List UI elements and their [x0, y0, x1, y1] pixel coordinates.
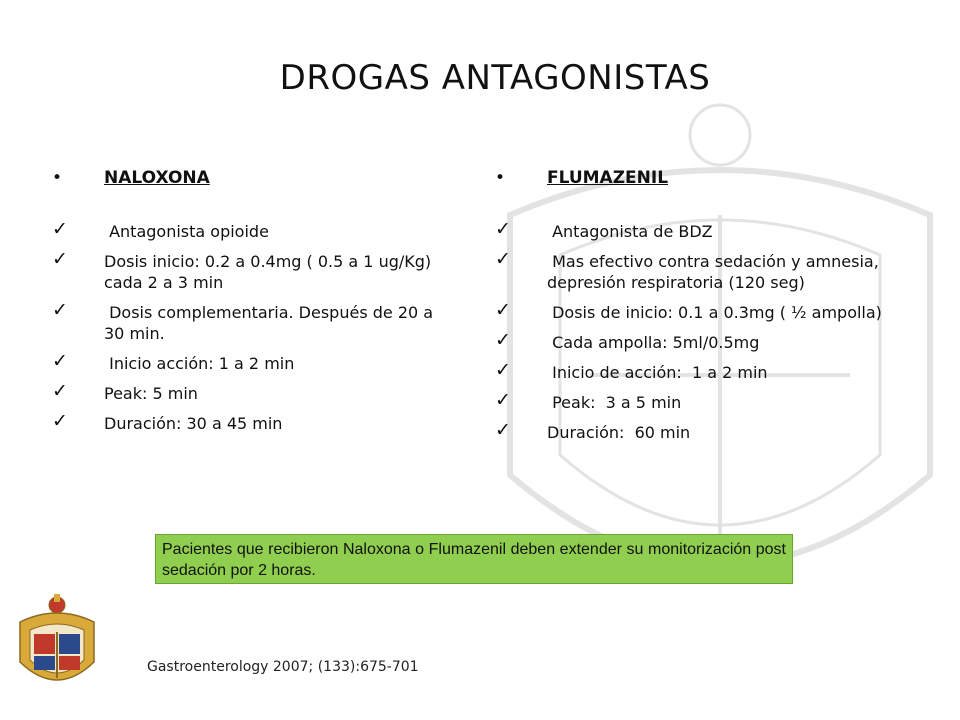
flumazenil-column [495, 168, 925, 452]
checkmark-icon: ✓ [52, 248, 68, 270]
university-seal-icon [12, 592, 102, 700]
checkmark-icon: ✓ [495, 218, 511, 240]
list-item: ✓ Duración: 60 min [495, 419, 691, 442]
list-item: ✓ Dosis de inicio: 0.1 a 0.3mg ( ½ ampolla) [495, 299, 882, 322]
monitoring-note-box: Pacientes que recibieron Naloxona o Flumazenil deben extender su monitorización post sedación por 2 horas. [155, 534, 793, 584]
reference-citation: Gastroenterology 2007; (133):675-701 [147, 659, 419, 675]
list-item: ✓ Duración: 30 a 45 min [52, 410, 283, 433]
list-item: ✓ Peak: 5 min [52, 380, 198, 403]
checkmark-icon: ✓ [495, 419, 511, 441]
checkmark-icon: ✓ [495, 389, 511, 411]
list-item: ✓ Antagonista de BDZ [495, 218, 713, 241]
naloxona-list [52, 218, 452, 434]
list-item: ✓ Dosis inicio: 0.2 a 0.4mg ( 0.5 a 1 ug/Kg) cada 2 a 3 min [52, 248, 437, 292]
page-title: DROGAS ANTAGONISTAS [279, 58, 711, 98]
list-item: ✓ Cada ampolla: 5ml/0.5mg [495, 329, 760, 352]
list-item: ✓ Mas efectivo contra sedación y amnesia, depresión respiratoria (120 seg) [495, 248, 884, 292]
naloxona-column [52, 168, 452, 443]
list-item: ✓ Inicio acción: 1 a 2 min [52, 350, 295, 373]
naloxona-heading [52, 168, 452, 188]
checkmark-icon: ✓ [495, 329, 511, 351]
flumazenil-list [495, 218, 925, 443]
flumazenil-heading [495, 168, 925, 188]
checkmark-icon: ✓ [52, 218, 68, 240]
checkmark-icon: ✓ [52, 299, 68, 321]
list-item: ✓ Dosis complementaria. Después de 20 a 30 min. [52, 299, 439, 343]
bullet-dot-icon: • [52, 168, 63, 188]
naloxona-heading-text: NALOXONA [104, 168, 210, 188]
list-item: ✓ Antagonista opioide [52, 218, 269, 241]
bullet-dot-icon: • [495, 168, 506, 188]
checkmark-icon: ✓ [495, 248, 511, 270]
list-item: ✓ Peak: 3 a 5 min [495, 389, 682, 412]
checkmark-icon: ✓ [495, 299, 511, 321]
checkmark-icon: ✓ [495, 359, 511, 381]
checkmark-icon: ✓ [52, 350, 68, 372]
flumazenil-heading-text: FLUMAZENIL [547, 168, 669, 188]
checkmark-icon: ✓ [52, 410, 68, 432]
list-item: ✓ Inicio de acción: 1 a 2 min [495, 359, 768, 382]
checkmark-icon: ✓ [52, 380, 68, 402]
